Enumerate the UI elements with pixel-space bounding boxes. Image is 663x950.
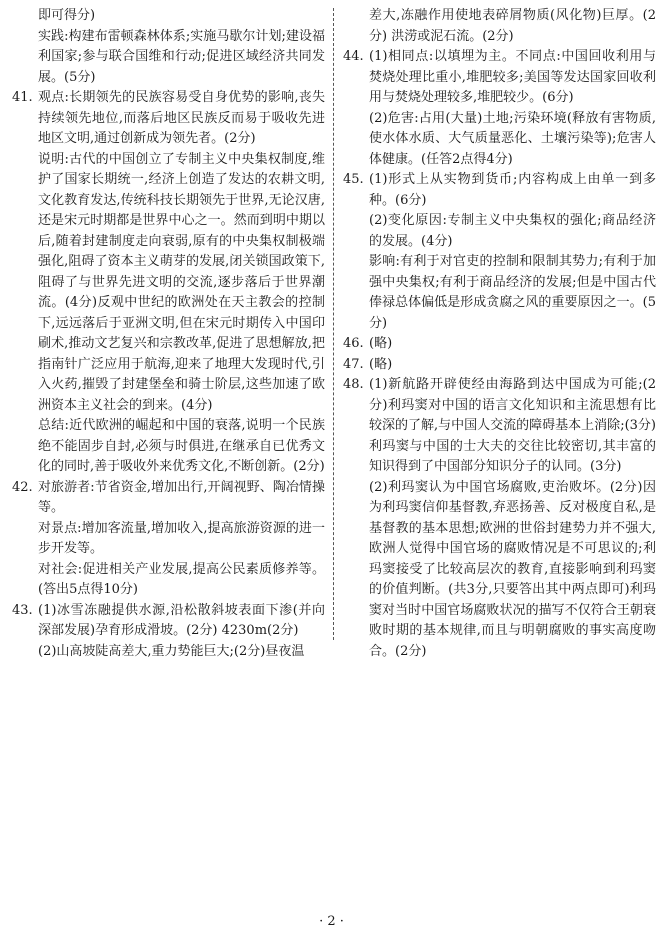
- answer-42-spot: 对景点:增加客流量,增加收入,提高旅游资源的进一步开发等。: [38, 520, 325, 556]
- answer-46-text: (略): [369, 336, 393, 351]
- answer-48-number: 48.: [343, 377, 364, 392]
- answer-43: [12, 601, 325, 663]
- answer-42-tourist: 对旅游者:节省资金,增加出行,开阔视野、陶冶情操等。: [38, 479, 325, 515]
- answer-45-number: 45.: [343, 172, 364, 187]
- answer-41-number: 41.: [12, 90, 33, 105]
- answer-43-number: 43.: [12, 602, 33, 618]
- answer-41: [12, 88, 325, 478]
- answer-43-part1: (1)冰雪冻融提供水源,沿松散斜坡表面下渗(并向深部发展)孕育形成滑坡。(2分) 4230m(2分): [38, 602, 325, 638]
- answer-43-part2: (2)山高坡陡高差大,重力势能巨大;(2分)昼夜温: [38, 643, 305, 659]
- answer-47-text: (略): [369, 356, 393, 372]
- answer-47: [343, 355, 656, 376]
- answer-42-society: 对社会:促进相关产业发展,提高公民素质修养等。(答出5点得10分): [38, 561, 325, 597]
- answer-41-explain: 说明:古代的中国创立了专制主义中央集权制度,维护了国家长期统一,经济上创造了发达的农耕文明,文化教育发达,传统科技长期领先于世界,无论汉唐,还是宋元时期都是世界中心之一。然而到明中期以后,随着封建制度走向衰弱,原有的中央集权制极端强化,阻碍了资本主义萌芽的发展,闭关锁国政策下,阻碍了与世界先进文明的交流,逐步落后于世界潮流。(4分)反观中世纪的欧洲处在天主教会的控制下,远远落后于亚洲文明,但在宋元时期传入中国印刷术,推动文艺复兴和宗教改革,促进了思想解放,把指南针广泛应用于航海,迎来了地理大发现时代,引入火药,摧毁了封建堡垒和骑士阶层,这些加速了欧洲资本主义社会的到来。(4分): [38, 151, 325, 413]
- left-column: [12, 6, 325, 662]
- answer-42: [12, 478, 325, 601]
- answer-48-part2: (2)利玛窦认为中国官场腐败,吏治败坏。(2分)因为利玛窦信仰基督教,弃恶扬善、反对极度自私,是基督教的基本思想;欧洲的世俗封建势力并不强大,欧洲人觉得中国官场的腐败情况是不可思议的;利玛窦接受了比较高层次的教育,直接影响到利玛窦的价值判断。(共3分,只要答出其中两点即可)利玛窦对当时中国官场腐败状况的描写不仅符合王朝衰败时期的基本规律,而且与明朝腐败的事实高度吻合。(2分): [369, 479, 656, 659]
- page-number: · 2 ·: [319, 914, 344, 929]
- answer-46-number: 46.: [343, 336, 364, 351]
- answer-42-number: 42.: [12, 479, 33, 495]
- answer-48: [343, 375, 656, 662]
- answer-41-summary: 总结:近代欧洲的崛起和中国的衰落,说明一个民族绝不能固步自封,必须与时俱进,在继承自已优秀文化的同时,善于吸收外来优秀文化,不断创新。(2分): [38, 418, 325, 474]
- answer-44-part1: (1)相同点:以填埋为主。不同点:中国回收利用与焚烧处理比重小,堆肥较多;美国等发达国家回收利用与焚烧处理较多,堆肥较少。(6分): [369, 49, 656, 105]
- answer-44: [343, 47, 656, 170]
- cont-line-2: 实践:构建布雷顿森林体系;实施马歇尔计划;建设福利国家;参与联合国维和行动;促进区域经济共同发展。(5分): [38, 28, 325, 85]
- cont-line-1: 即可得分): [38, 8, 96, 23]
- answer-41-view: 观点:长期领先的民族容易受自身优势的影响,丧失持续领先地位,而落后地区民族反而易于吸收先进地区文明,通过创新成为领先者。(2分): [38, 90, 325, 146]
- answer-48-part1: (1)新航路开辟使经由海路到达中国成为可能;(2分)利玛窦对中国的语言文化知识和主流思想有比较深的了解,与中国人交流的障碍基本上消除;(3分)利玛窦与中国的士大夫的交往比较密切,其丰富的知识得到了中国部分知识分子的认同。(3分): [369, 377, 656, 474]
- answer-45-part1: (1)形式上从实物到货币;内容构成上由单一到多种。(6分): [369, 172, 656, 208]
- answer-45: [343, 170, 656, 334]
- right-column: [343, 6, 656, 662]
- answer-45-part3: 影响:有利于对官吏的控制和限制其势力;有利于加强中央集权;有利于商品经济的发展;但是中国古代俸禄总体偏低是形成贪腐之风的重要原因之一。(5分): [369, 254, 656, 331]
- answer-46: [343, 334, 656, 355]
- column-divider: [333, 8, 334, 640]
- answer-45-part2: (2)变化原因:专制主义中央集权的强化;商品经济的发展。(4分): [369, 213, 656, 249]
- answer-44-number: 44.: [343, 49, 364, 64]
- answer-44-part2: (2)危害:占用(大量)土地;污染环境(释放有害物质,使水体水质、大气质量恶化、土壤污染等);危害人体健康。(任答2点得4分): [369, 110, 656, 167]
- answer-47-number: 47.: [343, 356, 364, 372]
- answer-43-continued: 差大,冻融作用使地表碎屑物质(风化物)巨厚。(2分) 洪涝或泥石流。(2分): [369, 8, 656, 44]
